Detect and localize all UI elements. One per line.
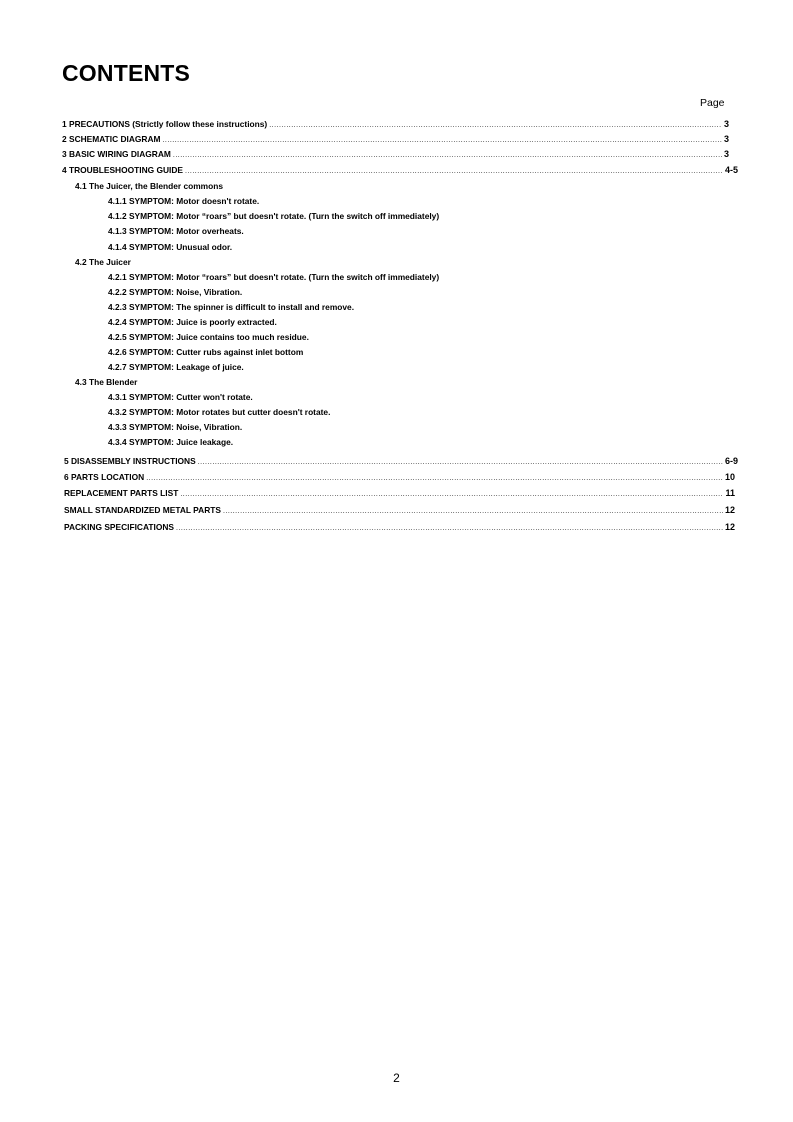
toc-entry[interactable] [62,119,729,131]
toc-symptom-item[interactable]: 4.2.3 SYMPTOM: The spinner is difficult to install and remove. [108,302,355,312]
toc-symptom-item[interactable]: 4.2.5 SYMPTOM: Juice contains too much residue. [108,332,309,342]
toc-entry-page: 11 [725,488,735,498]
toc-symptom-item[interactable]: 4.2.4 SYMPTOM: Juice is poorly extracted. [108,317,277,327]
toc-entry-label: 6 PARTS LOCATION [64,472,145,482]
toc-leader-dots [198,459,723,466]
page-title: CONTENTS [62,60,191,86]
toc-leader-dots [173,152,722,159]
toc-entry[interactable] [64,488,735,500]
toc-entry-page: 12 [724,522,735,532]
toc-entry-label: REPLACEMENT PARTS LIST [64,488,179,498]
toc-leader-dots [269,122,722,129]
toc-symptom-item[interactable]: 4.2.2 SYMPTOM: Noise, Vibration. [108,287,243,297]
toc-entry-label: 3 BASIC WIRING DIAGRAM [62,149,171,159]
toc-symptom-item[interactable]: 4.2.7 SYMPTOM: Leakage of juice. [108,362,244,372]
toc-leader-dots [223,508,723,515]
toc-symptom-item[interactable]: 4.3.2 SYMPTOM: Motor rotates but cutter doesn't rotate. [108,407,331,417]
toc-symptom-item[interactable]: 4.1.1 SYMPTOM: Motor doesn't rotate. [108,196,260,206]
toc-entry-page: 3 [723,119,729,129]
toc-leader-dots [162,137,722,144]
toc-entry[interactable] [62,149,729,161]
toc-symptom-item[interactable]: 4.3.3 SYMPTOM: Noise, Vibration. [108,422,243,432]
toc-leader-dots [176,525,723,532]
page-number: 2 [393,1071,400,1085]
toc-subsection-heading[interactable]: 4.3 The Blender [75,377,138,387]
toc-entry-page: 10 [724,472,735,482]
toc-symptom-item[interactable]: 4.1.4 SYMPTOM: Unusual odor. [108,242,233,252]
toc-entry[interactable] [62,134,729,146]
toc-entry[interactable] [62,165,738,177]
toc-symptom-item[interactable]: 4.3.1 SYMPTOM: Cutter won't rotate. [108,392,253,402]
toc-entry-page: 6-9 [724,456,738,466]
toc-entry-page: 3 [723,134,729,144]
toc-leader-dots [185,168,723,175]
toc-subsection-heading[interactable]: 4.2 The Juicer [75,257,131,267]
toc-entry-label: 4 TROUBLESHOOTING GUIDE [62,165,183,175]
toc-entry-label: SMALL STANDARDIZED METAL PARTS [64,505,221,515]
toc-entry-label: PACKING SPECIFICATIONS [64,522,174,532]
toc-symptom-item[interactable]: 4.2.6 SYMPTOM: Cutter rubs against inlet bottom [108,347,304,357]
toc-entry-page: 3 [723,149,729,159]
toc-entry[interactable] [64,522,735,534]
toc-symptom-item[interactable]: 4.2.1 SYMPTOM: Motor “roars” but doesn't rotate. (Turn the switch off immediately) [108,272,440,282]
toc-entry-label: 5 DISASSEMBLY INSTRUCTIONS [64,456,196,466]
toc-entry-label: 1 PRECAUTIONS (Strictly follow these instructions) [62,119,268,129]
toc-entry[interactable] [64,472,735,484]
toc-leader-dots [180,491,723,498]
toc-entry-page: 12 [724,505,735,515]
toc-symptom-item[interactable]: 4.1.2 SYMPTOM: Motor “roars” but doesn't rotate. (Turn the switch off immediately) [108,211,440,221]
page-column-header: Page [700,97,725,109]
toc-symptom-item[interactable]: 4.1.3 SYMPTOM: Motor overheats. [108,226,244,236]
toc-leader-dots [146,475,723,482]
toc-entry-label: 2 SCHEMATIC DIAGRAM [62,134,161,144]
toc-entry[interactable] [64,505,735,517]
toc-entry[interactable] [64,456,738,468]
toc-entry-page: 4-5 [724,165,738,175]
toc-subsection-heading[interactable]: 4.1 The Juicer, the Blender commons [75,181,224,191]
toc-symptom-item[interactable]: 4.3.4 SYMPTOM: Juice leakage. [108,437,234,447]
